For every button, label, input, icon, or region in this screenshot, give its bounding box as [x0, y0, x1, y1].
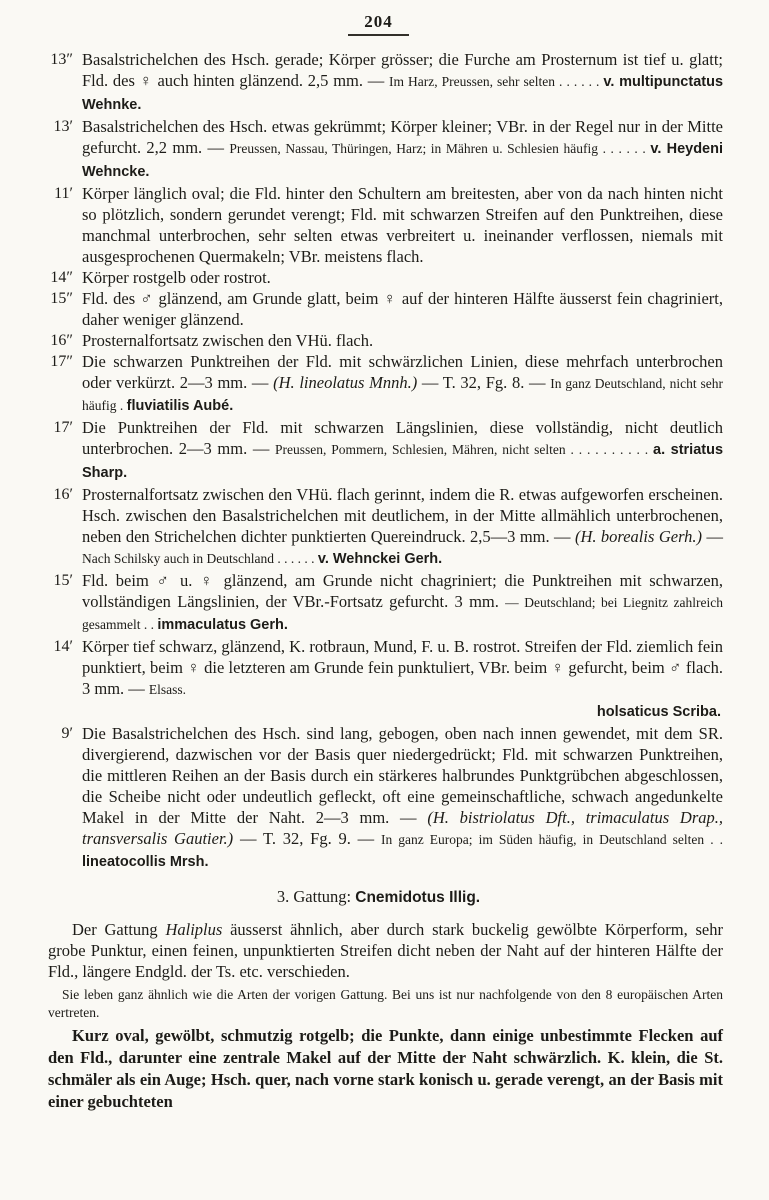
key-entry [34, 484, 723, 570]
species-name: v. Wehnckei Gerh. [317, 551, 443, 567]
genus-name: Cnemidotus Illig. [355, 889, 481, 906]
locality-run: In ganz Europa; im Süden häufig, in Deutschland selten . . [380, 832, 723, 847]
entry-text [82, 723, 723, 873]
entry-label: 14″ [50, 269, 73, 286]
locality-run: Nach Schilsky auch in Deutschland . . . . . . [82, 551, 318, 566]
entry-text [82, 636, 723, 723]
text-run: Der Gattung [72, 920, 166, 939]
entry-label: 16″ [50, 332, 73, 349]
text-run: Die Basalstrichelchen des Hsch. sind lang, gebogen, oben nach innen gewendet, mit dem SR. divergierend, dazwischen vor der Basis quer niedergedrückt; Fld. mit schwarzen Punktreihen, die mittleren Reihen an der Basis durch ein stärkeres halbrundes Punktgrübchen abgeschlossen, die Scheibe nicht oder undeutlich gefleckt, oft eine gemeinschaftliche, schwach angedunkelte Makel in der Mitte der Naht. 2—3 mm. — [82, 724, 723, 827]
entry-label: 17″ [50, 353, 73, 370]
species-name: lineatocollis Mrsh. [82, 854, 209, 870]
text-run: — T. 32, Fg. 9. — [233, 829, 381, 848]
species-name: v. Heydeni Wehncke. [82, 141, 724, 180]
key-entry [34, 723, 723, 873]
entry-label: 17′ [53, 419, 73, 436]
entry-text [82, 351, 723, 417]
key-entry [34, 49, 723, 116]
entry-label: 9′ [61, 725, 73, 742]
entry-label: 13″ [50, 51, 73, 68]
text-run: — [702, 527, 723, 546]
entry-label: 13′ [53, 118, 73, 135]
entry-label: 15′ [53, 572, 73, 589]
key-entry [34, 417, 723, 484]
key-entry [34, 570, 723, 636]
entry-text [82, 116, 723, 183]
species-name: a. striatus Sharp. [82, 442, 724, 481]
identification-key [34, 49, 723, 873]
text-run: — T. 32, Fg. 8. — [417, 373, 551, 392]
locality-run: Elsass. [148, 682, 187, 697]
genus-description-paragraph [48, 919, 723, 982]
entry-text [82, 183, 723, 267]
text-run: Fld. beim ♂ u. ♀ glänzend, am Grunde nicht chagriniert; die Punktreihen mit schwarzen, vollständigen Längslinien, der VBr.-Fortsatz gefurcht. 3 mm. [82, 571, 723, 611]
text-run: Körper rostgelb oder rostrot. [82, 268, 271, 287]
synonym-run: (H. bistriolatus Dft., trimaculatus Drap., transversalis Gautier.) [82, 808, 723, 848]
entry-text [82, 570, 723, 636]
synonym-run: (H. borealis Gerh.) [574, 527, 703, 546]
entry-label: 15″ [50, 290, 73, 307]
text-run: Körper länglich oval; die Fld. hinter den Schultern am breitesten, aber von da nach hinten nicht so plötzlich, sondern gerundet verengt; Fld. mit schwarzen Streifen auf den Punktreihen, diese manchmal unterbrochen, sehr selten etwas verbreitert u. ineinander verflossen, niemals mit ausgesprochenen Quermakeln; VBr. meistens flach. [82, 184, 723, 266]
synonym-run: (H. lineolatus Mnnh.) [273, 373, 418, 392]
text-run: Basalstrichelchen des Hsch. etwas gekrümmt; Körper kleiner; VBr. in der Regel nur in der Mitte gefurcht. 2,2 mm. — [82, 117, 723, 157]
genus-reference: Haliplus [165, 920, 223, 939]
entry-label: 14′ [53, 638, 73, 655]
entry-text [82, 267, 723, 288]
text-run: Die schwarzen Punktreihen der Fld. mit schwärzlichen Linien, diese mehrfach unterbrochen oder verkürzt. 2—3 mm. — [82, 352, 723, 392]
entry-text [82, 288, 723, 330]
text-run: Prosternalfortsatz zwischen den VHü. flach gerinnt, indem die R. etwas aufgeworfen erscheinen. Hsch. zwischen den Basalstrichelchen mit deutlichem, in der Mitte allmählich unterbrochenen, neben den Strichelchen dichter punktierten Quereindruck. 2,5—3 mm. — [82, 485, 723, 546]
entry-label: 11′ [54, 185, 73, 202]
entry-text [82, 417, 723, 484]
species-name: fluviatilis Aubé. [126, 398, 234, 414]
text-run: Basalstrichelchen des Hsch. gerade; Körper grösser; die Furche am Prosternum ist tief u. glatt; Fld. des ♀ auch hinten glänzend. 2,5 mm. — [82, 50, 723, 90]
key-entry [34, 116, 723, 183]
locality-run: Preussen, Pommern, Schlesien, Mähren, nicht selten . . . . . . . . . . [274, 442, 653, 457]
entry-text [82, 484, 723, 570]
locality-run: Im Harz, Preussen, sehr selten . . . . . . [389, 74, 604, 89]
text-run: Prosternalfortsatz zwischen den VHü. flach. [82, 331, 374, 350]
species-name: immaculatus Gerh. [157, 617, 288, 633]
species-name-line [82, 700, 723, 723]
species-name: holsaticus Scriba. [596, 704, 721, 720]
text-run: Die Punktreihen der Fld. mit schwarzen Längslinien, diese vollständig, nicht deutlich unterbrochen. 2—3 mm. — [82, 418, 723, 458]
biology-note-paragraph: Sie leben ganz ähnlich wie die Arten der vorigen Gattung. Bei uns ist nur nachfolgende von den 8 europäischen Arten vertreten. [48, 987, 723, 1020]
page-header [34, 12, 723, 36]
page-number: 204 [348, 12, 409, 36]
heading-prefix: 3. Gattung: [276, 887, 356, 906]
text-run: Körper tief schwarz, glänzend, K. rotbraun, Mund, F. u. B. rostrot. Streifen der Fld. ziemlich fein punktiert, beim ♀ die letzteren am Grunde fein punktuliert, VBr. beim ♀ gefurcht, beim ♂ flach. 3 mm. — [82, 637, 723, 698]
key-entry [34, 267, 723, 288]
entry-text [82, 49, 723, 116]
species-name: v. multipunctatus Wehnke. [82, 74, 724, 113]
entry-text [82, 330, 723, 351]
key-entry [34, 351, 723, 417]
key-entry [34, 330, 723, 351]
locality-run: — Deutschland; bei Liegnitz zahlreich gesammelt . . [82, 595, 724, 632]
text-run: äusserst ähnlich, aber durch stark buckelig gewölbte Körperform, sehr grobe Punktur, einen feinen, unpunktierten Streifen dicht neben der Naht auf der hinteren Hälfte der Fld., längere Endgld. der Ts. etc. verschieden. [48, 920, 723, 981]
section-heading [34, 887, 723, 907]
species-description-paragraph: Kurz oval, gewölbt, schmutzig rotgelb; die Punkte, dann einige unbestimmte Flecken auf den Fld., darunter eine zentrale Makel auf der Mitte der Naht schwärzlich. K. klein, die St. schmäler als ein Auge; Hsch. quer, nach vorne stark konisch u. gerade verengt, an der Basis mit einer gebuchteten [48, 1026, 723, 1111]
locality-run: Preussen, Nassau, Thüringen, Harz; in Mähren u. Schlesien häufig . . . . . . [229, 141, 651, 156]
locality-run: In ganz Deutschland, nicht sehr häufig . [82, 376, 723, 413]
key-entry [34, 636, 723, 723]
text-run: Fld. des ♂ glänzend, am Grunde glatt, beim ♀ auf der hinteren Hälfte äusserst fein chagriniert, daher weniger glänzend. [82, 289, 723, 329]
key-entry [34, 288, 723, 330]
entry-label: 16′ [53, 486, 73, 503]
key-entry [34, 183, 723, 267]
